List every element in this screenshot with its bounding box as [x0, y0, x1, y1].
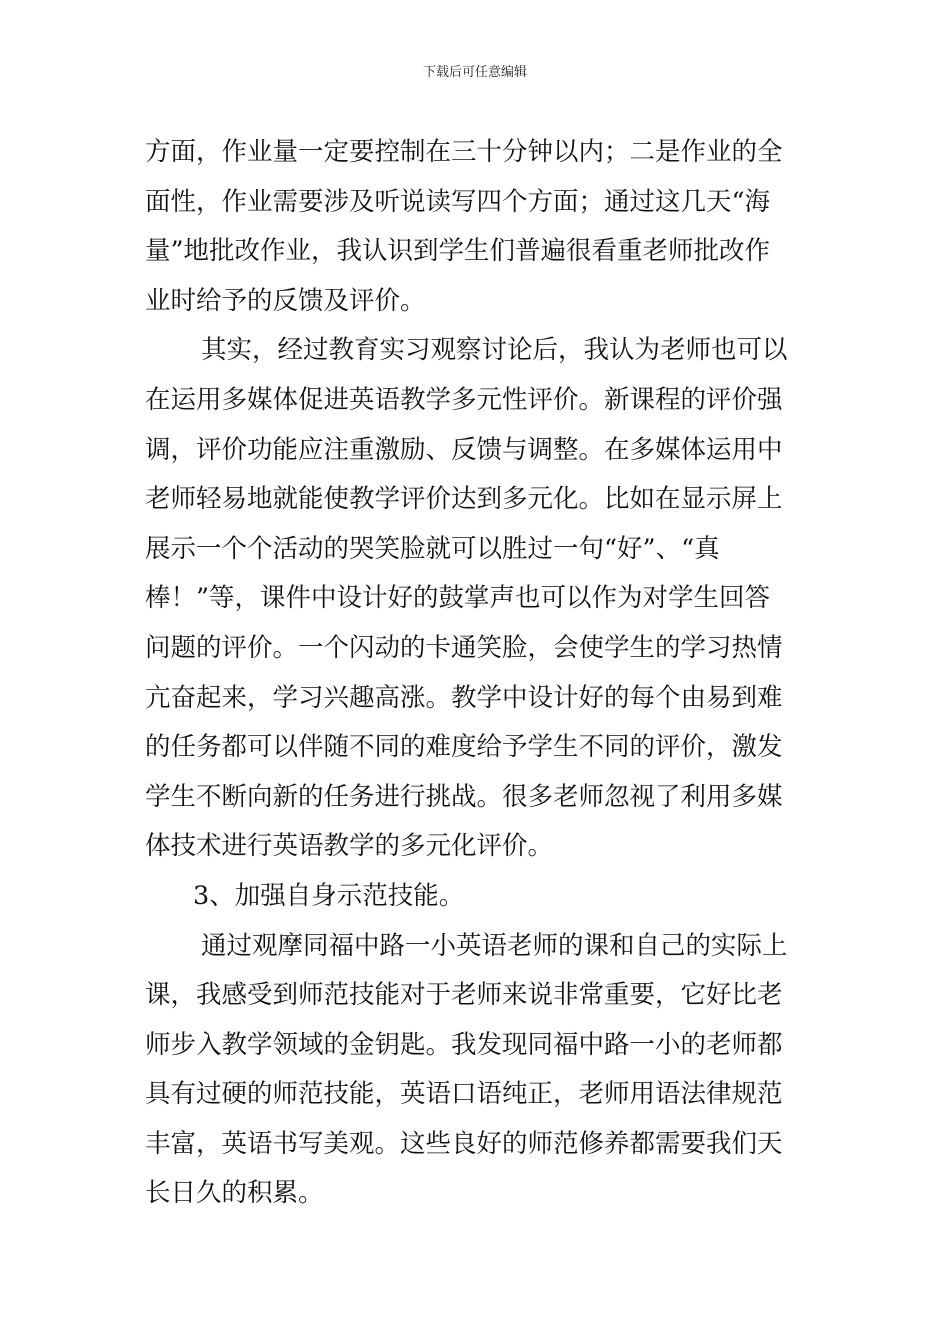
text-line: 在运用多媒体促进英语教学多元性评价。新课程的评价强 — [145, 384, 783, 415]
text-line: 业时给予的反馈及评价。 — [145, 285, 426, 316]
text-line: 面性，作业需要涉及听说读写四个方面；通过这几天“海 — [145, 186, 771, 217]
text-line: 亢奋起来，学习兴趣高涨。教学中设计好的每个由易到难 — [145, 682, 783, 713]
text-line: 长日久的积累。 — [145, 1178, 324, 1209]
text-line: 的任务都可以伴随不同的难度给予学生不同的评价，激发 — [145, 732, 783, 763]
text-line: 展示一个个活动的哭笑脸就可以胜过一句“好”、“真 — [145, 533, 720, 564]
text-line: 通过观摩同福中路一小英语老师的课和自己的实际上 — [201, 930, 788, 961]
text-line: 调，评价功能应注重激励、反馈与调整。在多媒体运用中 — [145, 434, 783, 465]
text-line: 课，我感受到师范技能对于老师来说非常重要，它好比老 — [145, 980, 783, 1011]
text-line: 其实，经过教育实习观察讨论后，我认为老师也可以 — [201, 335, 788, 366]
text-line: 老师轻易地就能使教学评价达到多元化。比如在显示屏上 — [145, 484, 783, 515]
text-line: 具有过硬的师范技能，英语口语纯正，老师用语法律规范 — [145, 1079, 783, 1110]
text-line: 量”地批改作业，我认识到学生们普遍很看重老师批改作 — [145, 236, 771, 267]
text-line: 师步入教学领域的金钥匙。我发现同福中路一小的老师都 — [145, 1029, 783, 1060]
text-line: 体技术进行英语教学的多元化评价。 — [145, 831, 554, 862]
document-body — [145, 128, 809, 1219]
page-header: 下载后可任意编辑 — [422, 65, 527, 80]
text-line: 方面，作业量一定要控制在三十分钟以内；二是作业的全 — [145, 137, 783, 167]
text-line: 3、加强自身示范技能。 — [193, 880, 465, 911]
text-line: 学生不断向新的任务进行挑战。很多老师忽视了利用多媒 — [145, 781, 783, 812]
text-line: 棒！”等，课件中设计好的鼓掌声也可以作为对学生回答 — [145, 583, 771, 614]
text-line: 问题的评价。一个闪动的卡通笑脸，会使学生的学习热情 — [145, 632, 783, 663]
text-line: 丰富，英语书写美观。这些良好的师范修养都需要我们天 — [145, 1128, 783, 1159]
